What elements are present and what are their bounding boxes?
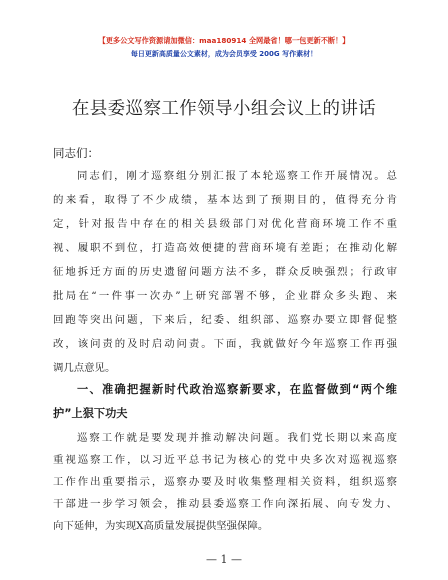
paragraph-2-line: 工作作出重要指示，巡察办要及时收集整理相关资料，组织巡察 bbox=[53, 476, 397, 488]
paragraph-2-line: 巡察工作就是要发现并推动解决问题。我们党长期以来高度 bbox=[77, 432, 397, 444]
paragraph-1-line: 回跑等突出问题，下来后，纪委、组织部、巡察办要立即督促整 bbox=[53, 314, 397, 326]
document-title: 在县委巡察工作领导小组会议上的讲话 bbox=[71, 99, 377, 119]
paragraph-1-line: 同志们，刚才巡察组分别汇报了本轮巡察工作开展情况。总 bbox=[77, 170, 397, 182]
promo-banner-line-2: 每日更新高质量公文素材，成为会员享受 200G 写作素材！ bbox=[130, 50, 318, 58]
section-heading-1-continued: 护”上狠下功夫 bbox=[53, 407, 128, 420]
page-number: — 1 — bbox=[206, 553, 242, 566]
paragraph-1-line: 调几点意见。 bbox=[53, 362, 116, 374]
paragraph-2-line: 重视巡察工作，以习近平总书记为核心的党中央多次对巡视巡察 bbox=[53, 454, 397, 466]
paragraph-1-line: 的来看，取得了不少成绩，基本达到了预期目的，值得充分肯 bbox=[53, 194, 397, 206]
paragraph-2-line: 向下延伸，为实现X高质量发展提供坚强保障。 bbox=[53, 520, 269, 532]
paragraph-1-line: 视、履职不到位，打造高效便捷的营商环境有差距；在推动化解 bbox=[53, 242, 397, 254]
greeting: 同志们： bbox=[53, 146, 99, 160]
paragraph-1-line: 征地拆迁方面的历史遗留问题方法不多，群众反映强烈；行政审 bbox=[53, 266, 397, 278]
promo-banner-line-1: 【更多公文写作资源请加微信：maa180914 全网最省！哪一包更新不断！】 bbox=[98, 36, 350, 45]
paragraph-1-line: 批局在“一件事一次办”上研究部署不够，企业群众多头跑、来 bbox=[53, 290, 397, 302]
paragraph-1-line: 定，针对报告中存在的相关县级部门对优化营商环境工作不重 bbox=[53, 218, 397, 230]
paragraph-2-line: 干部进一步学习领会，推动县委巡察工作向深拓展、向专发力、 bbox=[53, 498, 397, 510]
paragraph-1-line: 改，该问责的及时启动问责。下面，我就做好今年巡察工作再强 bbox=[53, 338, 397, 350]
section-heading-1: 一、准确把握新时代政治巡察新要求，在监督做到“两个维 bbox=[77, 383, 397, 396]
